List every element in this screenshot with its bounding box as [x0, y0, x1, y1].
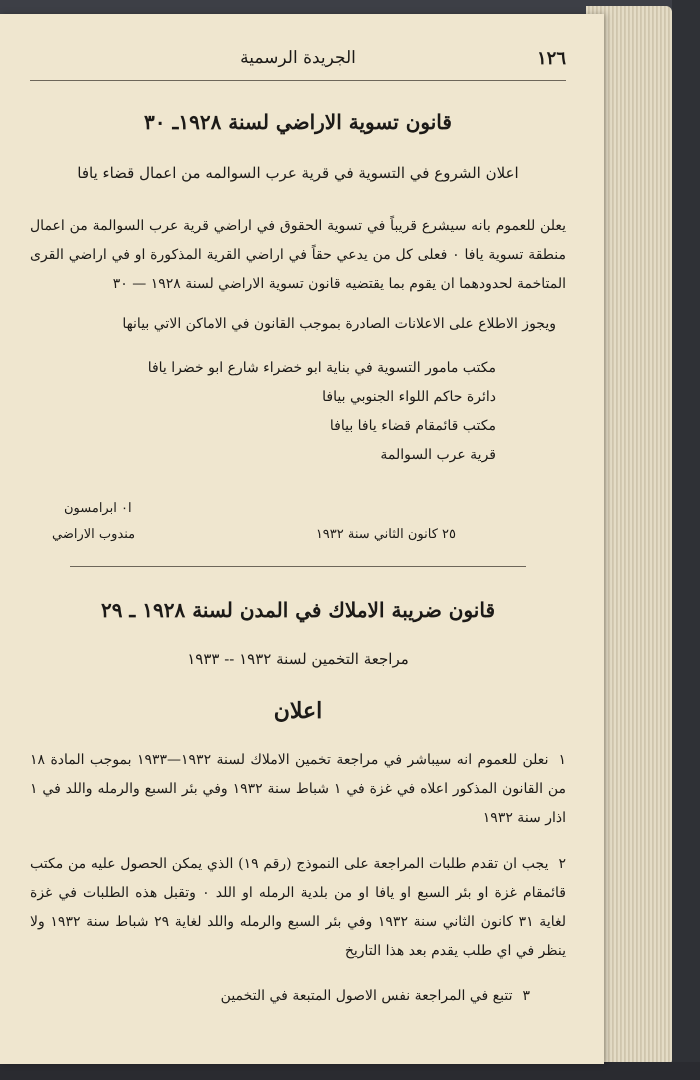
place-item: مكتب مامور التسوية في بناية ابو خضراء شارع ابو خضرا يافا [147, 360, 496, 376]
item-number: ٢ [558, 856, 566, 872]
notice2-title: قانون ضريبة الاملاك في المدن لسنة ١٩٢٨ ـ ٢٩ [100, 598, 496, 622]
item-text: تتبع في المراجعة نفس الاصول المتبعة في التخمين [220, 988, 513, 1004]
signatory-name: ا٠ ابرامسون [64, 501, 132, 516]
item-number: ١ [558, 752, 566, 768]
notice2-item [30, 746, 566, 833]
notice1-date: ٢٥ كانون الثاني سنة ١٩٣٢ [315, 527, 456, 542]
notice1-title: قانون تسوية الاراضي لسنة ١٩٢٨ـ ٣٠ [144, 110, 452, 134]
notice2-heading: اعلان [273, 698, 323, 724]
notice1-subtitle: اعلان الشروع في التسوية في قرية عرب السوالمه من اعمال قضاء يافا [77, 164, 519, 182]
gazette-page [0, 14, 604, 1064]
notice1-inspection: ويجوز الاطلاع على الاعلانات الصادرة بموجب القانون في الاماكن الاتي بيانها [122, 316, 556, 332]
page-header [30, 46, 566, 81]
book-cover-board [672, 0, 700, 1080]
place-item: دائرة حاكم اللواء الجنوبي بيافا [322, 389, 496, 405]
page-content [30, 14, 566, 1054]
section-divider [70, 566, 526, 567]
signatory-title: مندوب الاراضي [52, 527, 136, 542]
item-text: نعلن للعموم انه سيباشر في مراجعة تخمين الاملاك لسنة ١٩٣٢—١٩٣٣ بموجب المادة ١٨ من القانون المذكور اعلاه في غزة في ١ شباط سنة ١٩٣٢ وفي بئر السبع والرمله واللد في ١ اذار سنة ١٩٣٢ [30, 752, 567, 826]
book-bottom-edge [0, 1062, 700, 1080]
item-number: ٣ [522, 988, 530, 1004]
notice2-item [30, 982, 530, 1011]
running-title: الجريدة الرسمية [240, 48, 356, 68]
place-item: قرية عرب السوالمة [380, 447, 496, 463]
notice2-subtitle: مراجعة التخمين لسنة ١٩٣٢ -- ١٩٣٣ [187, 650, 409, 668]
page-number: ١٢٦ [536, 48, 566, 69]
place-item: مكتب قائمقام قضاء يافا بيافا [329, 418, 496, 434]
notice2-item [30, 850, 566, 966]
places-list [148, 354, 496, 470]
notice1-body: يعلن للعموم بانه سيشرع قريباً في تسوية الحقوق في اراضي قرية عرب السوالمة من اعمال منطقة تسوية يافا ٠ فعلى كل من يدعي حقاً في اراضي القرية المذكورة او في اراضي القرى المتاخمة لحدودهما ان يقوم بما يقتضيه قانون تسوية الاراضي لسنة ١٩٢٨ — ٣٠ [30, 218, 566, 292]
item-text: يجب ان تقدم طلبات المراجعة على النموذج (رقم ١٩) الذي يمكن الحصول عليه من مكتب قائمقام غزة او بئر السبع او يافا او من بلدية الرمله او اللد ٠ وتقبل هذه الطلبات في غزة لغاية ٣١ كانون الثاني سنة ١٩٣٢ وفي بئر السبع والرمله واللد لغاية ٢٩ شباط سنة ١٩٣٢ ولا ينظر في اي طلب يقدم بعد هذا التاريخ [30, 856, 566, 959]
